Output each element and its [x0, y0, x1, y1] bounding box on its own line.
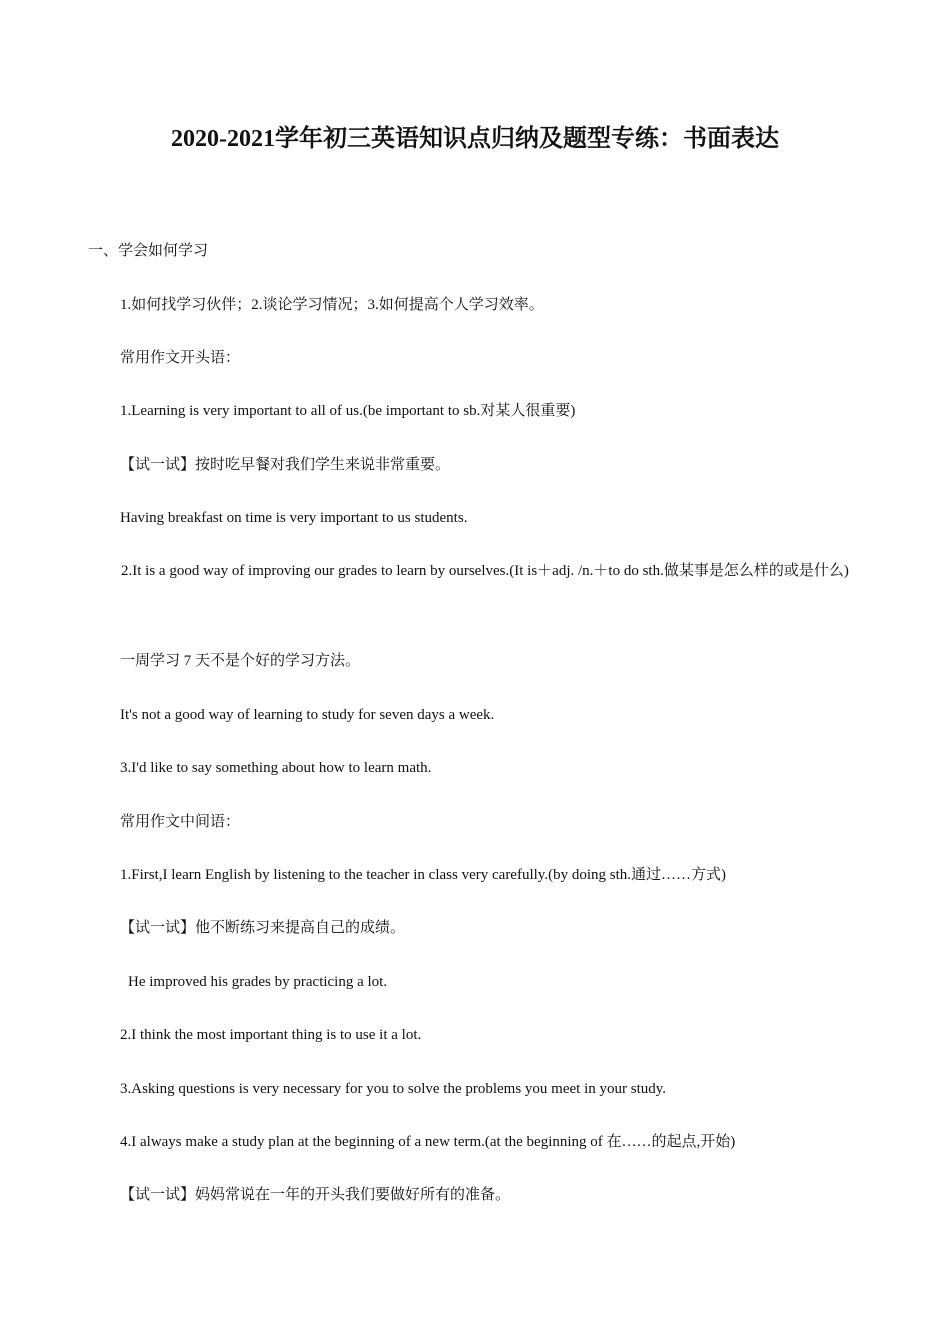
try-it-2-chinese: 【试一试】他不断练习来提高自己的成绩。 [120, 920, 406, 936]
try-it-1-chinese: 【试一试】按时吃早餐对我们学生来说非常重要。 [120, 457, 451, 473]
opening-sentence-1: 1.Learning is very important to all of us.(be important to sb.对某人很重要) [120, 403, 576, 419]
opening-2-english: It's not a good way of learning to study for seven days a week. [120, 707, 495, 723]
document-title: 2020-2021学年初三英语知识点归纳及题型专练：书面表达 [171, 126, 779, 152]
middle-sentence-4: 4.I always make a study plan at the beginning of a new term.(at the beginning of 在……的起点,开始) [120, 1134, 736, 1150]
middle-heading: 常用作文中间语： [120, 814, 241, 830]
middle-sentence-1: 1.First,I learn English by listening to the teacher in class very carefully.(by doing sth.通过……方式) [120, 867, 726, 883]
middle-sentence-3: 3.Asking questions is very necessary for you to solve the problems you meet in your study. [120, 1081, 667, 1097]
try-it-3-chinese: 【试一试】妈妈常说在一年的开头我们要做好所有的准备。 [120, 1187, 511, 1203]
opening-sentence-3: 3.I'd like to say something about how to learn math. [120, 760, 432, 776]
section-heading: 一、学会如何学习 [88, 243, 209, 259]
opening-sentence-2 [88, 553, 878, 589]
opening-heading: 常用作文开头语： [120, 350, 241, 366]
topics-line: 1.如何找学习伙伴；2.谈论学习情况；3.如何提高个人学习效率。 [120, 297, 544, 313]
opening-sentence-2-text: 2.It is a good way of improving our grades to learn by ourselves.(It is＋adj. /n.＋to do sth.做某事是怎么样的或是什么) [121, 563, 849, 579]
opening-2-chinese: 一周学习 7 天不是个好的学习方法。 [120, 653, 361, 669]
try-it-2-english: He improved his grades by practicing a lot. [128, 974, 388, 990]
try-it-1-english: Having breakfast on time is very important to us students. [120, 510, 468, 526]
middle-sentence-2: 2.I think the most important thing is to use it a lot. [120, 1027, 422, 1043]
